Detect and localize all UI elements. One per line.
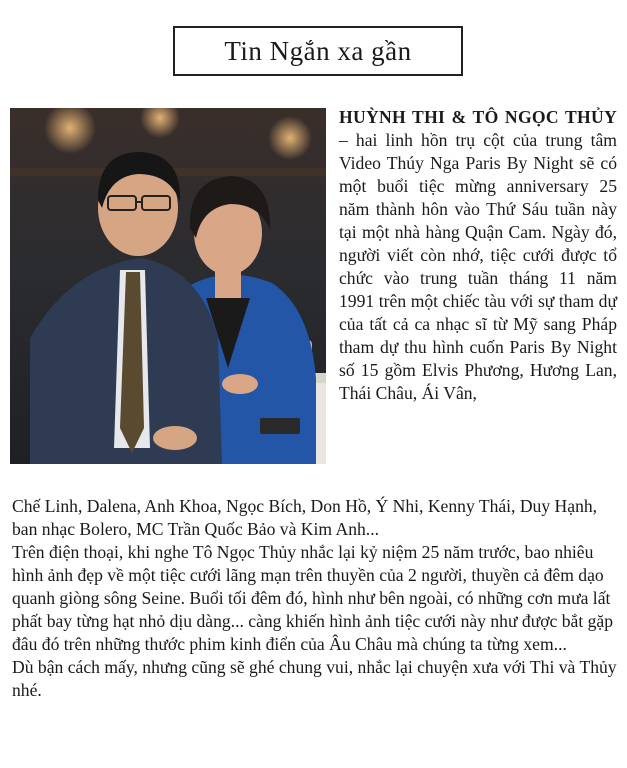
lead-name: HUỲNH THI & TÔ NGỌC THỦY xyxy=(339,107,617,127)
couple-photo xyxy=(10,108,326,464)
lead-paragraph xyxy=(339,106,617,405)
article-title: Tin Ngắn xa gần xyxy=(173,26,463,76)
continuation-paragraph: Chế Linh, Dalena, Anh Khoa, Ngọc Bích, Don Hồ, Ý Nhi, Kenny Thái, Duy Hạnh, ban nhạc Bolero, MC Trần Quốc Bảo và Kim Anh... xyxy=(12,496,598,539)
lead-text: – hai linh hồn trụ cột của trung tâm Video Thúy Nga Paris By Night sẽ có một buổi tiệc mừng anniversary 25 năm thành hôn vào Thứ Sáu tuần này tại một nhà hàng Quận Cam. Ngày đó, người viết còn nhớ, tiệc cưới được tổ chức vào trung tuần tháng 11 năm 1991 trên một chiếc tàu với sự tham dự của tất cả ca nhạc sĩ từ Mỹ sang Pháp tham dự thu hình cuốn Paris By Night số 15 gồm Elvis Phương, Hương Lan, Thái Châu, Ái Vân, xyxy=(339,130,617,403)
article-body xyxy=(12,495,617,702)
body-paragraph-3: Dù bận cách mấy, nhưng cũng sẽ ghé chung vui, nhắc lại chuyện xưa với Thi và Thủy nhé. xyxy=(12,657,617,700)
body-paragraph-2: Trên điện thoại, khi nghe Tô Ngọc Thủy nhắc lại kỷ niệm 25 năm trước, bao nhiêu hình ảnh đẹp về một tiệc cưới lãng mạn trên thuyền của 2 người, thuyền cả đêm dạo quanh giòng sông Seine. Buổi tối đêm đó, hình như bên ngoài, có những cơn mưa lất phất bay từng hạt nhỏ dịu dàng... càng khiến hình ảnh tiệc cưới này như được bắt gặp đâu đó trên những thước phim kinh điển của Âu Châu mà chúng ta từng xem... xyxy=(12,542,614,654)
article-lead-column xyxy=(339,106,617,405)
